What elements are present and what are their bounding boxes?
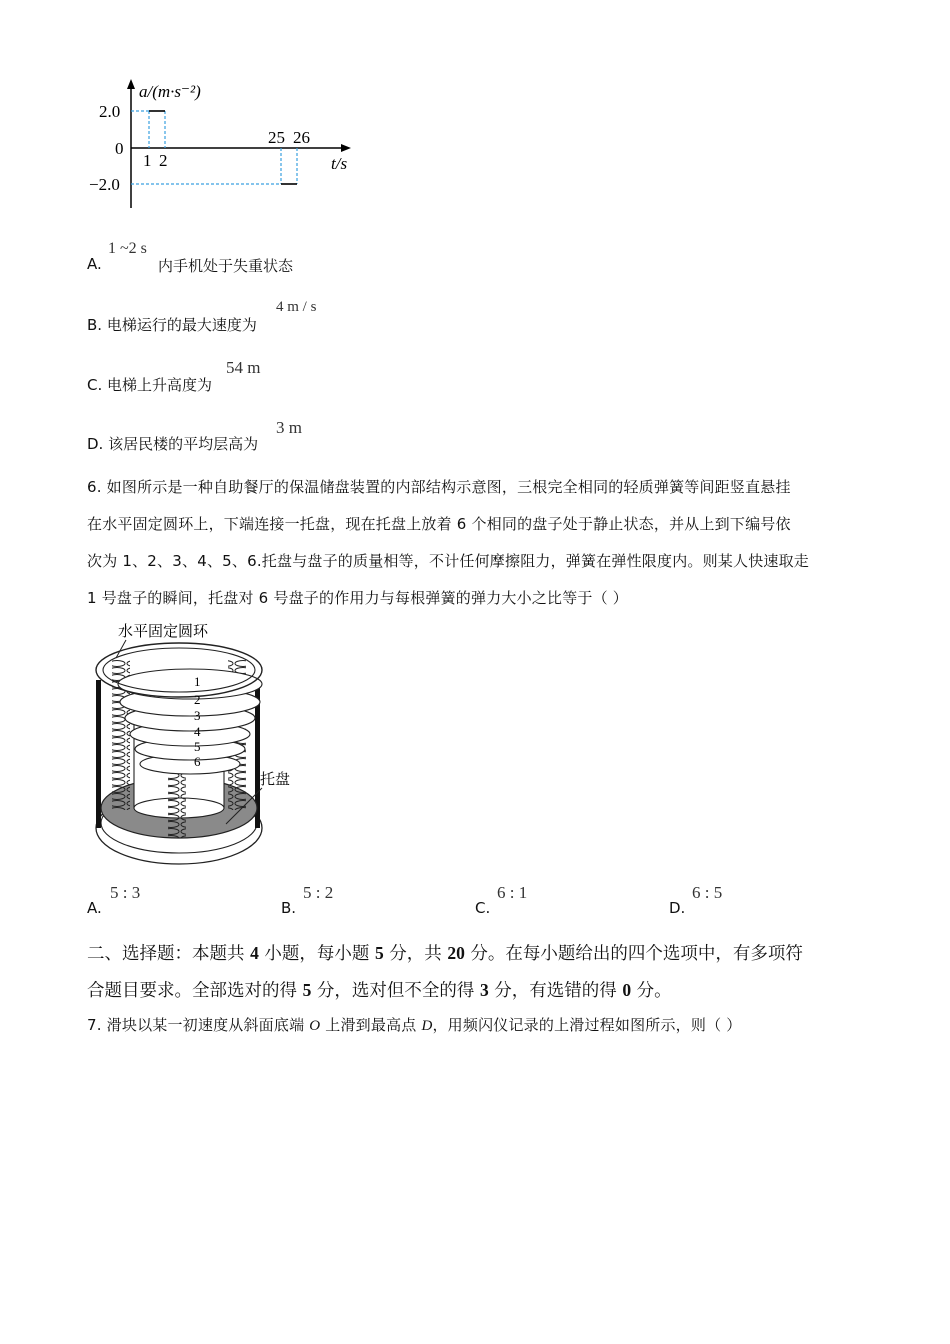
q6-option-b[interactable]: B.: [281, 899, 297, 917]
left-post: [96, 680, 101, 828]
q6-line-1: 6. 如图所示是一种自助餐厅的保温储盘装置的内部结构示意图，三根完全相同的轻质弹簧等间距竖直悬挂: [87, 478, 791, 496]
x-axis-label: t/s: [331, 154, 348, 173]
q6-option-c[interactable]: C.: [475, 899, 491, 917]
q6-line-4: 1 号盘子的瞬间，托盘对 6 号盘子的作用力与每根弹簧的弹力大小之比等于（ ）: [87, 589, 628, 607]
q6-option-c-math: 6 : 1: [497, 883, 528, 902]
q5-option-b[interactable]: [87, 314, 257, 335]
q6-option-a-math: 5 : 3: [110, 883, 141, 902]
plate-label-3: 3: [194, 708, 201, 723]
section-2-instructions: [87, 935, 877, 1009]
x-tick-25: 25: [268, 128, 285, 147]
x-tick-2: 2: [159, 151, 168, 170]
y-axis-arrow: [127, 79, 135, 89]
q5-option-d-letter: D.: [87, 435, 104, 453]
q6-option-a[interactable]: A.: [87, 899, 102, 917]
section-2-line-2: 合题目要求。全部选对的得 5 分，选对但不全的得 3 分，有选错的得 0 分。: [87, 980, 672, 1001]
q5-option-c[interactable]: [87, 374, 212, 395]
q5-option-a-math: 1 ~2 s: [108, 240, 147, 257]
q5-option-c-letter: C.: [87, 376, 103, 394]
q5-option-a[interactable]: [87, 255, 102, 273]
q6-stem: [87, 469, 877, 617]
q6-line-3: 次为 1、2、3、4、5、6.托盘与盘子的质量相等，不计任何摩擦阻力，弹簧在弹性限度内。则某人快速取走: [87, 552, 810, 570]
q6-line-2: 在水平固定圆环上，下端连接一托盘，现在托盘上放着 6 个相同的盘子处于静止状态，并从上到下编号依: [87, 515, 791, 533]
plate-label-4: 4: [194, 724, 201, 739]
tray-label: 托盘: [260, 772, 291, 788]
y-tick-0: 0: [115, 139, 124, 158]
q6-option-b-math: 5 : 2: [303, 883, 334, 902]
q6-option-d-math: 6 : 5: [692, 883, 723, 902]
y-axis-label: a/(m·s⁻²): [139, 82, 201, 101]
plate-label-1: 1: [194, 674, 201, 689]
q5-option-d[interactable]: [87, 433, 258, 454]
q5-option-b-math: 4 m / s: [276, 299, 317, 315]
y-tick-2: 2.0: [99, 102, 121, 121]
acceleration-time-graph: [85, 75, 375, 215]
y-tick-neg2: −2.0: [89, 175, 120, 194]
x-axis-arrow: [341, 144, 351, 152]
section-2-line-1: 二、选择题：本题共 4 小题，每小题 5 分，共 20 分。在每小题给出的四个选项中，有多项符: [87, 943, 803, 964]
warming-tray-figure: [90, 618, 305, 870]
q5-option-c-text: 电梯上升高度为: [107, 376, 213, 394]
q5-option-c-math: 54 m: [226, 358, 261, 377]
plate-label-6: 6: [194, 754, 201, 769]
plate-label-5: 5: [194, 739, 201, 754]
plate-label-2: 2: [194, 692, 201, 707]
q5-option-a-text: 内手机处于失重状态: [158, 257, 294, 275]
x-tick-26: 26: [293, 128, 310, 147]
q7-stem: 7. 滑块以某一初速度从斜面底端 O 上滑到最高点 D，用频闪仪记录的上滑过程如图所示，则（ ）: [87, 1016, 742, 1034]
q5-option-a-letter: A.: [87, 255, 102, 273]
q5-option-d-math: 3 m: [276, 418, 302, 437]
q5-option-b-letter: B.: [87, 316, 103, 334]
ring-label: 水平固定圆环: [118, 624, 209, 640]
q5-option-d-text: 该居民楼的平均层高为: [108, 435, 259, 453]
q5-option-b-text: 电梯运行的最大速度为: [106, 316, 257, 334]
x-tick-1: 1: [143, 151, 152, 170]
q6-option-d[interactable]: D.: [669, 899, 686, 917]
